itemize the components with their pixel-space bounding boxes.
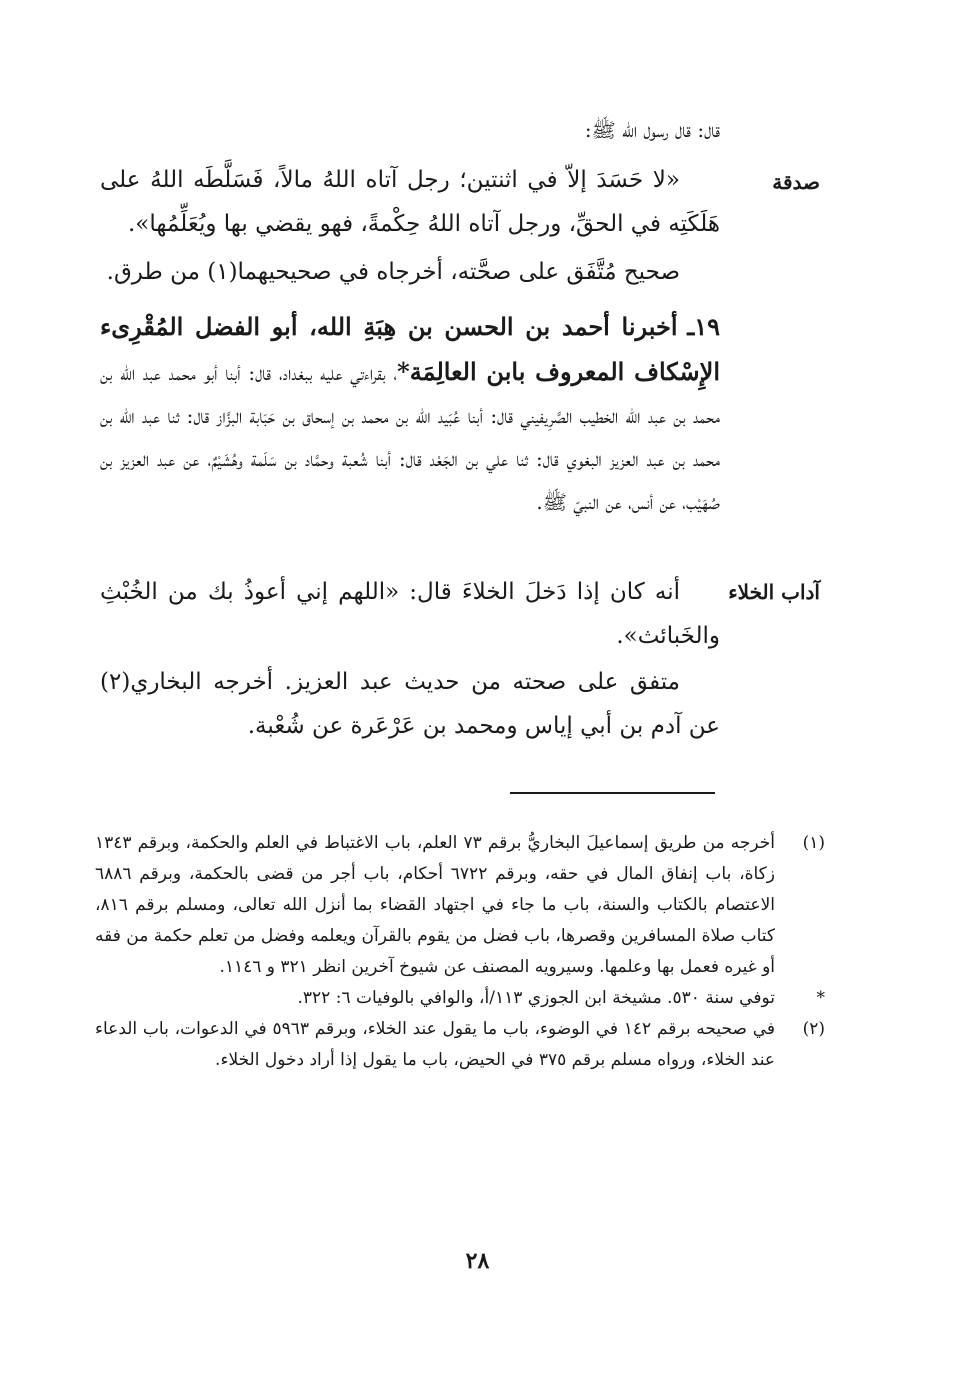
footnote-text: توفي سنة ٥٣٠. مشيخة ابن الجوزي ١١٣/أ، والوافي بالوفيات ٦: ٣٢٢. [297, 988, 775, 1008]
hadith-text-2: أنه كان إذا دَخلَ الخلاءَ قال: «اللهم إني أعوذُ بك من الخُبْثِ والخَبائث». [100, 579, 720, 649]
hadith-text-1: «لا حَسَدَ إلاّ في اثنتين؛ رجل آتاه اللهُ مالاً، فَسَلَّطَه اللهُ على هَلَكَتِه في الحقِّ، ورجل آتاه اللهُ حِكْمةً، فهو يقضي بها ويُعَلِّمُها». [100, 167, 720, 237]
margin-note-sadaqa: صدقة [772, 170, 820, 194]
isnad-chain: ، بقراءتي عليه ببغداد، قال: أبنا أبو محمد عبد الله بن محمد بن عبد الله الخطيب الصَّرِيفيني قال: أبنا عُبَيد الله بن محمد بن إسحاق بن حَبَابة البزَّاز قال: ثنا عبد الله بن محمد بن عبد العزيز البغوي قال: ثنا علي بن الجَعْد قال: أبنا شُعبة وحمَّاد بن سَلَمة وهُشَيْمٌ، عن عبد العزيز بن صُهَيْب، عن أنس، عن النبيّ ﷺ. [100, 361, 720, 514]
footnote-separator [510, 792, 715, 794]
hadith-number: ١٩ـ [687, 312, 720, 341]
intro-line: قال: قال رسول الله ﷺ: [584, 118, 720, 142]
isnad-paragraph [100, 305, 720, 524]
footnote-text: في صحيحه برقم ١٤٢ في الوضوء، باب ما يقول عند الخلاء، وبرقم ٥٩٦٣ في الدعوات، باب الدعاء عند الخلاء، ورواه مسلم برقم ٣٧٥ في الحيض، باب ما يقول إذا أراد دخول الخلاء. [95, 1019, 775, 1070]
footnotes [95, 828, 825, 1076]
footnote-star [95, 983, 825, 1014]
margin-note-adab-khala: آداب الخلاء [728, 580, 820, 604]
page-number: ٢٨ [465, 1248, 490, 1274]
footnote-1 [95, 828, 825, 983]
isnad-shaykh: أخبرنا أحمد بن الحسن بن هِبَةِ الله، أبو الفضل المُقْرِىء الإِسْكاف المعروف بابن العالِمَة* [100, 312, 721, 386]
footnote-text: أخرجه من طريق إسماعيلَ البخاريُّ برقم ٧٣ العلم، باب الاغتباط في العلم والحكمة، وبرقم ١٣٤٣ زكاة، باب إنفاق المال في حقه، وبرقم ٦٧٢٢ أحكام، باب أجر من قضى بالحكمة، وبرقم ٦٨٨٦ الاعتصام بالكتاب والسنة، باب ما جاء في اجتهاد القضاء بما أنزل الله تعالى، ومسلم برقم ٨١٦، كتاب صلاة المسافرين وقصرها، باب فضل من يقوم بالقرآن ويعلمه وفضل من تعلم حكمة من فقه أو غيره فعمل بها وعلمها. وسيرويه المصنف عن شيوخ آخرين انظر ٣٢١ و ١١٤٦. [95, 833, 775, 977]
footnote-mark: (١) [802, 833, 825, 853]
takhrij-2: متفق على صحته من حديث عبد العزيز. أخرجه البخاري(٢) عن آدم بن أبي إياس ومحمد بن عَرْعَرة عن شُعْبة. [100, 669, 720, 739]
footnote-mark: (٢) [802, 1019, 825, 1039]
takhrij-1: صحيح مُتَّفَق على صحَّته، أخرجاه في صحيحيهما(١) من طرق. [106, 259, 680, 285]
footnote-2 [95, 1014, 825, 1076]
footnote-mark: * [816, 988, 825, 1008]
